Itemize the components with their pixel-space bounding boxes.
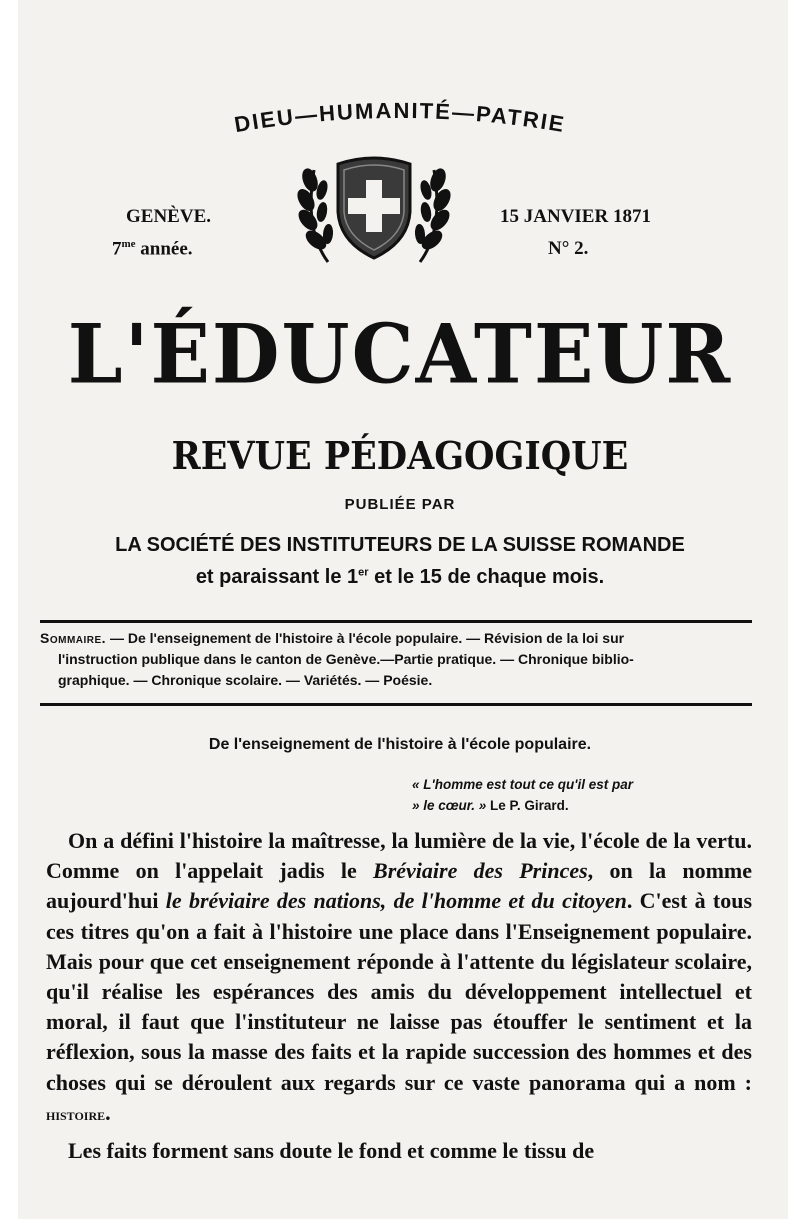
laurel-right-icon [415, 168, 452, 262]
article-title: De l'enseignement de l'histoire à l'école populaire. [208, 736, 592, 753]
swiss-crest-emblem [292, 150, 456, 268]
summary-label: Sommaire. [40, 630, 107, 646]
issue-date: 15 JANVIER 1871 [500, 206, 651, 227]
epigraph-text-2: » le cœur. » [412, 798, 487, 813]
paragraph-1 [46, 826, 752, 1130]
frequency-prefix: et paraissant le 1 [195, 566, 359, 588]
p1-end: . [105, 1099, 111, 1125]
rule-bottom [40, 703, 752, 706]
frequency-sup: er [358, 566, 369, 579]
society-name: LA SOCIÉTÉ DES INSTITUTEURS DE LA SUISSE ROMANDE [115, 534, 685, 556]
volume-year [112, 238, 193, 260]
rule-top [40, 620, 752, 623]
svg-text:DIEU—HUMANITÉ—PATRIE [232, 98, 567, 137]
epigraph-line-2 [412, 795, 712, 816]
city: GENÈVE. [126, 206, 211, 227]
year-number: 7 [112, 238, 122, 260]
publication-frequency [0, 566, 800, 589]
p1-part-b: , on la nomme aujourd'hui [46, 858, 752, 914]
p1-italic-2: le bréviaire des nations, de l'homme et du citoyen [165, 888, 627, 914]
epigraph-author: Le P. Girard. [486, 798, 569, 813]
published-by: PUBLIÉE PAR [344, 496, 456, 513]
year-suffix: me [121, 238, 136, 250]
p1-part-c: . C'est à tous ces titres qu'on a fait à l'histoire une place dans l'Enseignement populaire. Mais pour que cet enseignement réponde à l'attente du législateur scolaire, qu'il réalise les espérances des amis du développement intellectuel et moral, il faut que l'instituteur ne laisse pas étouffer le sentiment et la réflexion, sous la masse des faits et la rapide succession des hommes et des choses qui se déroulent aux regards sur ce vaste panorama qui a nom : [46, 888, 753, 1095]
summary-line-2: l'instruction publique dans le canton de Genève.—Partie pratique. — Chronique biblio- [58, 651, 634, 667]
issue-number: N° 2. [548, 238, 589, 259]
p1-italic-1: Bréviaire des Princes [373, 858, 588, 884]
epigraph-text-1: « L'homme est tout ce qu'il est par [412, 777, 633, 792]
masthead-subtitle: REVUE PÉDAGOGIQUE [171, 433, 629, 478]
summary-line-3: graphique. — Chronique scolaire. — Variétés. — Poésie. [58, 672, 433, 688]
table-of-contents [40, 628, 754, 691]
year-label: année. [140, 238, 193, 260]
motto-text: DIEU—HUMANITÉ—PATRIE [232, 97, 568, 138]
epigraph [412, 774, 712, 816]
paragraph-2: Les faits forment sans doute le fond et comme le tissu de [68, 1138, 595, 1164]
masthead-title: L'ÉDUCATEUR [67, 306, 733, 403]
laurel-left-icon [295, 168, 332, 262]
frequency-suffix: et le 15 de chaque mois. [368, 566, 605, 588]
summary-line-1 [40, 628, 754, 649]
summary-text-1: — De l'enseignement de l'histoire à l'école populaire. — Révision de la loi sur [106, 630, 625, 646]
epigraph-line-1 [412, 774, 712, 795]
article-body [46, 826, 752, 1166]
p1-small-caps: histoire [46, 1104, 106, 1124]
motto-arc [140, 96, 660, 156]
p1-part-a: On a défini l'histoire la maîtresse, la lumière de la vie, l'école de la vertu. Comme on l'appelait jadis le [46, 828, 752, 884]
swiss-shield-icon [338, 158, 410, 258]
